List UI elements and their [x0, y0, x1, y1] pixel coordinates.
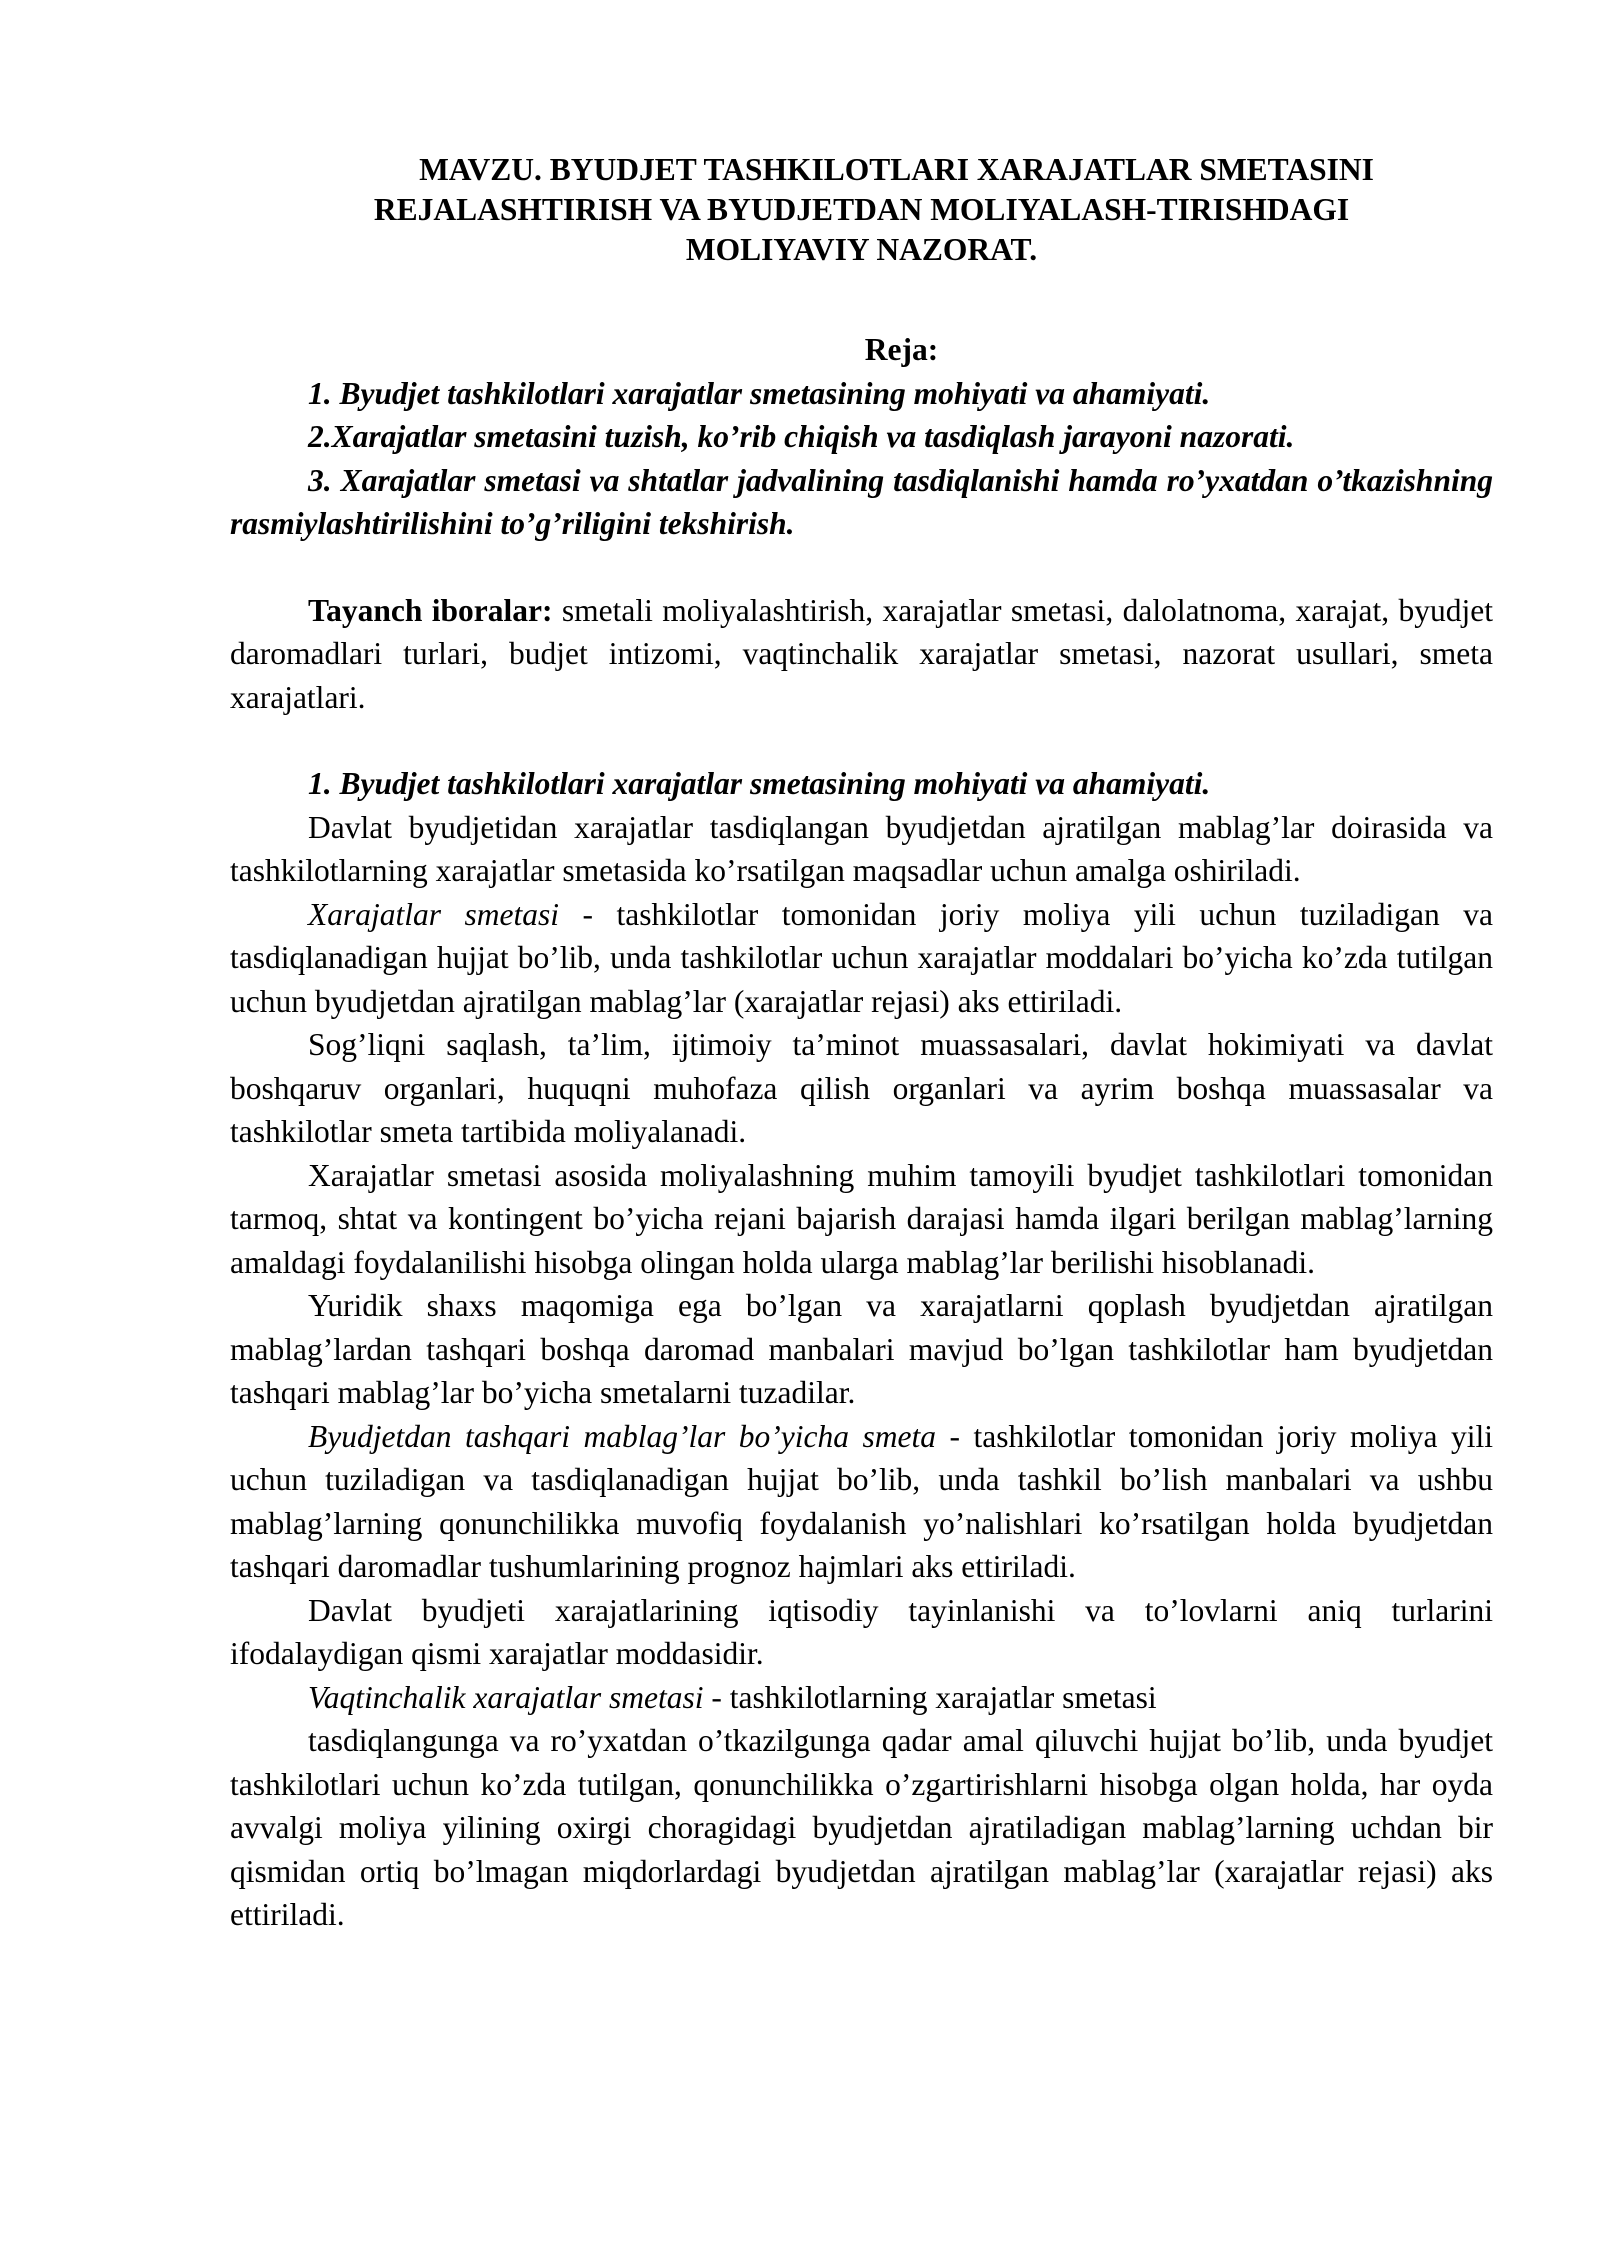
- term-italic: Vaqtinchalik xarajatlar smetasi: [308, 1679, 704, 1715]
- plan-item-2: 2.Xarajatlar smetasini tuzish, ko’rib chiqish va tasdiqlash jarayoni nazorati.: [308, 419, 1295, 454]
- paragraph: Xarajatlar smetasi asosida moliyalashning muhim tamoyili byudjet tashkilotlari tomonidan tarmoq, shtat va kontingent bo’yicha rejani bajarish darajasi hamda ilgari berilgan mablag’larning amaldagi foydalanilishi hisobga olingan holda ularga mablag’lar berilishi hisoblanadi.: [230, 1157, 1493, 1280]
- document-page: [230, 150, 1493, 1937]
- spacer: [230, 719, 1493, 762]
- plan-item-3: 3. Xarajatlar smetasi va shtatlar jadvalining tasdiqlanishi hamda ro’yxatdan o’tkazishning rasmiylashtirilishini to’g’riligini tekshirish.: [230, 462, 1493, 541]
- keywords-label: Tayanch iboralar:: [308, 592, 553, 628]
- definition-paragraph: [230, 893, 1493, 1024]
- spacer: [230, 270, 1493, 328]
- definition-text: - tashkilotlarning xarajatlar smetasi: [703, 1679, 1157, 1715]
- title-line-1: MAVZU. BYUDJET TASHKILOTLARI XARAJATLAR SMETASINI: [419, 152, 1374, 187]
- plan-heading: Reja:: [864, 332, 939, 367]
- definition-paragraph: [230, 1676, 1493, 1720]
- definition-text: - tashkilotlar tomonidan joriy moliya yili uchun tuziladigan va tasdiqlanadigan hujjat bo’lib, unda tashkilotlar uchun xarajatlar moddalari bo’yicha ko’zda tutilgan uchun byudjetdan ajratilgan mablag’lar (xarajatlar rejasi) aks ettiriladi.: [230, 896, 1494, 1019]
- term-italic: Byudjetdan tashqari mablag’lar bo’yicha smeta: [308, 1418, 936, 1454]
- paragraph: Yuridik shaxs maqomiga ega bo’lgan va xarajatlarni qoplash byudjetdan ajratilgan mablag’lardan tashqari boshqa daromad manbalari mavjud bo’lgan tashkilotlar ham byudjetdan tashqari mablag’lar bo’yicha smetalarni tuzadilar.: [230, 1288, 1493, 1410]
- definition-text: - tashkilotlar tomonidan joriy moliya yili uchun tuziladigan va tasdiqlanadigan hujjat bo’lib, unda tashkil bo’lish manbalari va ushbu mablag’larning qonunchilikka muvofiq foydalanish yo’nalishlari ko’rsatilgan holda byudjetdan tashqari daromadlar tushumlarining prognoz hajmlari aks ettiriladi.: [230, 1418, 1493, 1584]
- definition-paragraph: [230, 1415, 1493, 1589]
- keywords-text: smetali moliyalashtirish, xarajatlar smetasi, dalolatnoma, xarajat, byudjet daromadlari turlari, budjet intizomi, vaqtinchalik xarajatlar smetasi, nazorat usullari, smeta xarajatlari.: [230, 592, 1493, 715]
- title-line-3: MOLIYAVIY NAZORAT.: [685, 232, 1038, 267]
- paragraph: Davlat byudjetidan xarajatlar tasdiqlangan byudjetdan ajratilgan mablag’lar doirasida va tashkilotlarning xarajatlar smetasida ko’rsatilgan maqsadlar uchun amalga oshiriladi.: [230, 809, 1493, 888]
- section-1-heading: 1. Byudjet tashkilotlari xarajatlar smetasining mohiyati va ahamiyati.: [308, 766, 1211, 801]
- term-italic: Xarajatlar smetasi: [308, 896, 560, 932]
- document-title: [230, 150, 1493, 270]
- plan-item-1: 1. Byudjet tashkilotlari xarajatlar smetasining mohiyati va ahamiyati.: [308, 375, 1211, 411]
- paragraph: Davlat byudjeti xarajatlarining iqtisodiy tayinlanishi va to’lovlarni aniq turlarini ifodalaydigan qismi xarajatlar moddasidir.: [230, 1592, 1493, 1671]
- paragraph: Sog’liqni saqlash, ta’lim, ijtimoiy ta’minot muassasalari, davlat hokimiyati va davlat boshqaruv organlari, huquqni muhofaza qilish organlari va ayrim boshqa muassasalar va tashkilotlar smeta tartibida moliyalanadi.: [230, 1027, 1493, 1149]
- spacer: [230, 546, 1493, 589]
- title-line-2: REJALASHTIRISH VA BYUDJETDAN MOLIYALASH-TIRISHDAGI: [373, 192, 1350, 227]
- keywords-paragraph: [230, 589, 1493, 720]
- paragraph: tasdiqlangunga va ro’yxatdan o’tkazilgunga qadar amal qiluvchi hujjat bo’lib, unda byudjet tashkilotlari uchun ko’zda tutilgan, qonunchilikka o’zgartirishlarni hisobga olgan holda, har oyda avvalgi moliya yilining oxirgi choragidagi byudjetdan ajratiladigan mablag’larning uchdan bir qismidan ortiq bo’lmagan miqdorlardagi byudjetdan ajratilgan mablag’lar (xarajatlar rejasi) aks ettiriladi.: [230, 1723, 1493, 1932]
